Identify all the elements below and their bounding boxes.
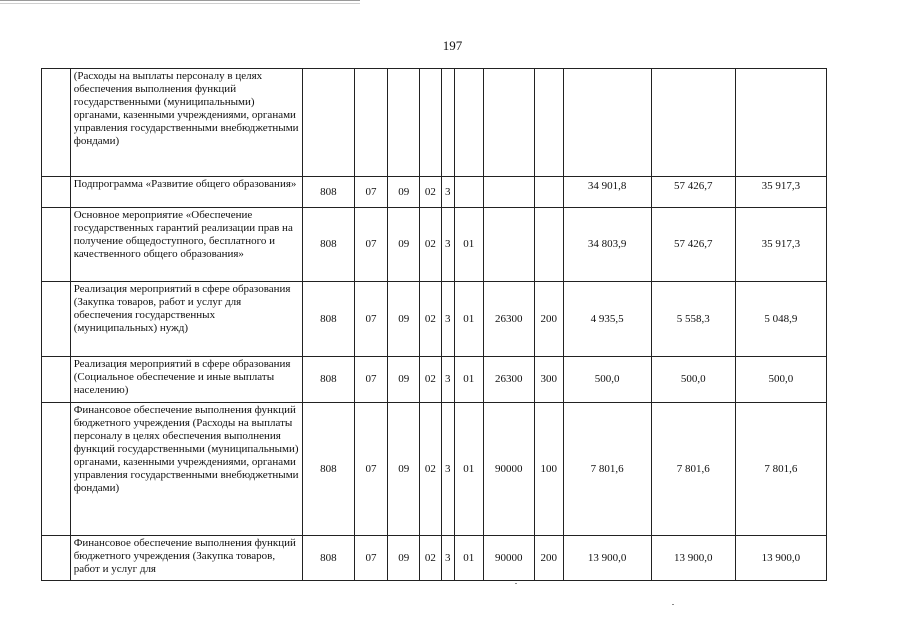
code-ved: 808: [303, 208, 354, 282]
code-cs-subprogram: 3: [441, 208, 454, 282]
code-cs-program: 02: [420, 208, 442, 282]
code-rz: 07: [354, 208, 388, 282]
code-vr: [534, 69, 563, 177]
code-pr: [388, 69, 420, 177]
code-cs-subprogram: 3: [441, 177, 454, 208]
table-row: [42, 69, 827, 177]
code-cs-subprogram: [441, 69, 454, 177]
code-pr: 09: [388, 536, 420, 581]
code-cs-event: 01: [454, 536, 483, 581]
row-number-cell: [42, 282, 71, 357]
row-name: Подпрограмма «Развитие общего образования»: [70, 177, 303, 208]
amount-year-1: 34 901,8: [563, 177, 651, 208]
code-pr: 09: [388, 282, 420, 357]
code-cs-program: 02: [420, 536, 442, 581]
code-ved: [303, 69, 354, 177]
code-cs-direction: [483, 69, 534, 177]
code-pr: 09: [388, 177, 420, 208]
row-name: Реализация мероприятий в сфере образования (Закупка товаров, работ и услуг для обеспечения государственных (муниципальных) нужд): [70, 282, 303, 357]
amount-year-2: 57 426,7: [651, 208, 735, 282]
code-rz: 07: [354, 536, 388, 581]
amount-year-1: 4 935,5: [563, 282, 651, 357]
code-cs-subprogram: 3: [441, 536, 454, 581]
amount-year-2: 13 900,0: [651, 536, 735, 581]
scan-speck: [515, 583, 517, 584]
code-cs-event: 01: [454, 403, 483, 536]
amount-year-1: [563, 69, 651, 177]
code-vr: 100: [534, 403, 563, 536]
code-rz: 07: [354, 177, 388, 208]
code-cs-event: [454, 177, 483, 208]
scan-speck: [672, 604, 674, 605]
amount-year-3: 500,0: [735, 357, 826, 403]
amount-year-1: 500,0: [563, 357, 651, 403]
code-cs-event: 01: [454, 282, 483, 357]
code-pr: 09: [388, 357, 420, 403]
amount-year-2: 5 558,3: [651, 282, 735, 357]
amount-year-1: 13 900,0: [563, 536, 651, 581]
code-cs-subprogram: 3: [441, 357, 454, 403]
row-number-cell: [42, 357, 71, 403]
table-row: [42, 282, 827, 357]
code-cs-direction: [483, 208, 534, 282]
code-cs-subprogram: 3: [441, 403, 454, 536]
amount-year-3: 5 048,9: [735, 282, 826, 357]
code-cs-event: [454, 69, 483, 177]
code-rz: 07: [354, 403, 388, 536]
page-number: 197: [442, 38, 463, 53]
code-cs-direction: 90000: [483, 403, 534, 536]
scan-edge-line-secondary: [0, 3, 360, 4]
row-number-cell: [42, 177, 71, 208]
amount-year-3: [735, 69, 826, 177]
code-ved: 808: [303, 403, 354, 536]
code-cs-direction: 90000: [483, 536, 534, 581]
code-cs-program: 02: [420, 403, 442, 536]
code-cs-subprogram: 3: [441, 282, 454, 357]
code-cs-direction: [483, 177, 534, 208]
amount-year-3: 35 917,3: [735, 177, 826, 208]
row-name: Реализация мероприятий в сфере образования (Социальное обеспечение и иные выплаты населению): [70, 357, 303, 403]
code-ved: 808: [303, 536, 354, 581]
code-rz: 07: [354, 357, 388, 403]
row-name: Основное мероприятие «Обеспечение государственных гарантий реализации прав на получение общедоступного, бесплатного и качественного общего образования»: [70, 208, 303, 282]
code-vr: 200: [534, 282, 563, 357]
code-pr: 09: [388, 403, 420, 536]
row-name: Финансовое обеспечение выполнения функций бюджетного учреждения (Расходы на выплаты персоналу в целях обеспечения выполнения функций государственными (муниципальными) органами, казенными учреждениями, органами управления государственными внебюджетными фондами): [70, 403, 303, 536]
table-row: [42, 536, 827, 581]
code-vr: 200: [534, 536, 563, 581]
amount-year-2: 500,0: [651, 357, 735, 403]
code-cs-event: 01: [454, 208, 483, 282]
scan-edge-line: [0, 0, 360, 1]
code-cs-direction: 26300: [483, 357, 534, 403]
code-cs-event: 01: [454, 357, 483, 403]
row-name: (Расходы на выплаты персоналу в целях обеспечения выполнения функций государственными (муниципальными) органами, казенными учреждениями, органами управления государственными внебюджетными фондами): [70, 69, 303, 177]
code-rz: 07: [354, 282, 388, 357]
amount-year-2: 7 801,6: [651, 403, 735, 536]
code-cs-program: 02: [420, 282, 442, 357]
table-row: [42, 208, 827, 282]
row-number-cell: [42, 208, 71, 282]
amount-year-2: 57 426,7: [651, 177, 735, 208]
code-vr: [534, 208, 563, 282]
row-number-cell: [42, 69, 71, 177]
code-ved: 808: [303, 177, 354, 208]
table-row: [42, 357, 827, 403]
row-name: Финансовое обеспечение выполнения функций бюджетного учреждения (Закупка товаров, работ и услуг для: [70, 536, 303, 581]
code-vr: 300: [534, 357, 563, 403]
amount-year-1: 7 801,6: [563, 403, 651, 536]
code-pr: 09: [388, 208, 420, 282]
amount-year-3: 7 801,6: [735, 403, 826, 536]
row-number-cell: [42, 536, 71, 581]
code-rz: [354, 69, 388, 177]
code-ved: 808: [303, 282, 354, 357]
budget-table: [41, 68, 827, 581]
table-row: [42, 177, 827, 208]
code-cs-program: [420, 69, 442, 177]
table-body: [42, 69, 827, 581]
amount-year-3: 35 917,3: [735, 208, 826, 282]
code-cs-program: 02: [420, 177, 442, 208]
amount-year-3: 13 900,0: [735, 536, 826, 581]
code-cs-direction: 26300: [483, 282, 534, 357]
row-number-cell: [42, 403, 71, 536]
code-ved: 808: [303, 357, 354, 403]
code-cs-program: 02: [420, 357, 442, 403]
amount-year-2: [651, 69, 735, 177]
table-row: [42, 403, 827, 536]
code-vr: [534, 177, 563, 208]
amount-year-1: 34 803,9: [563, 208, 651, 282]
